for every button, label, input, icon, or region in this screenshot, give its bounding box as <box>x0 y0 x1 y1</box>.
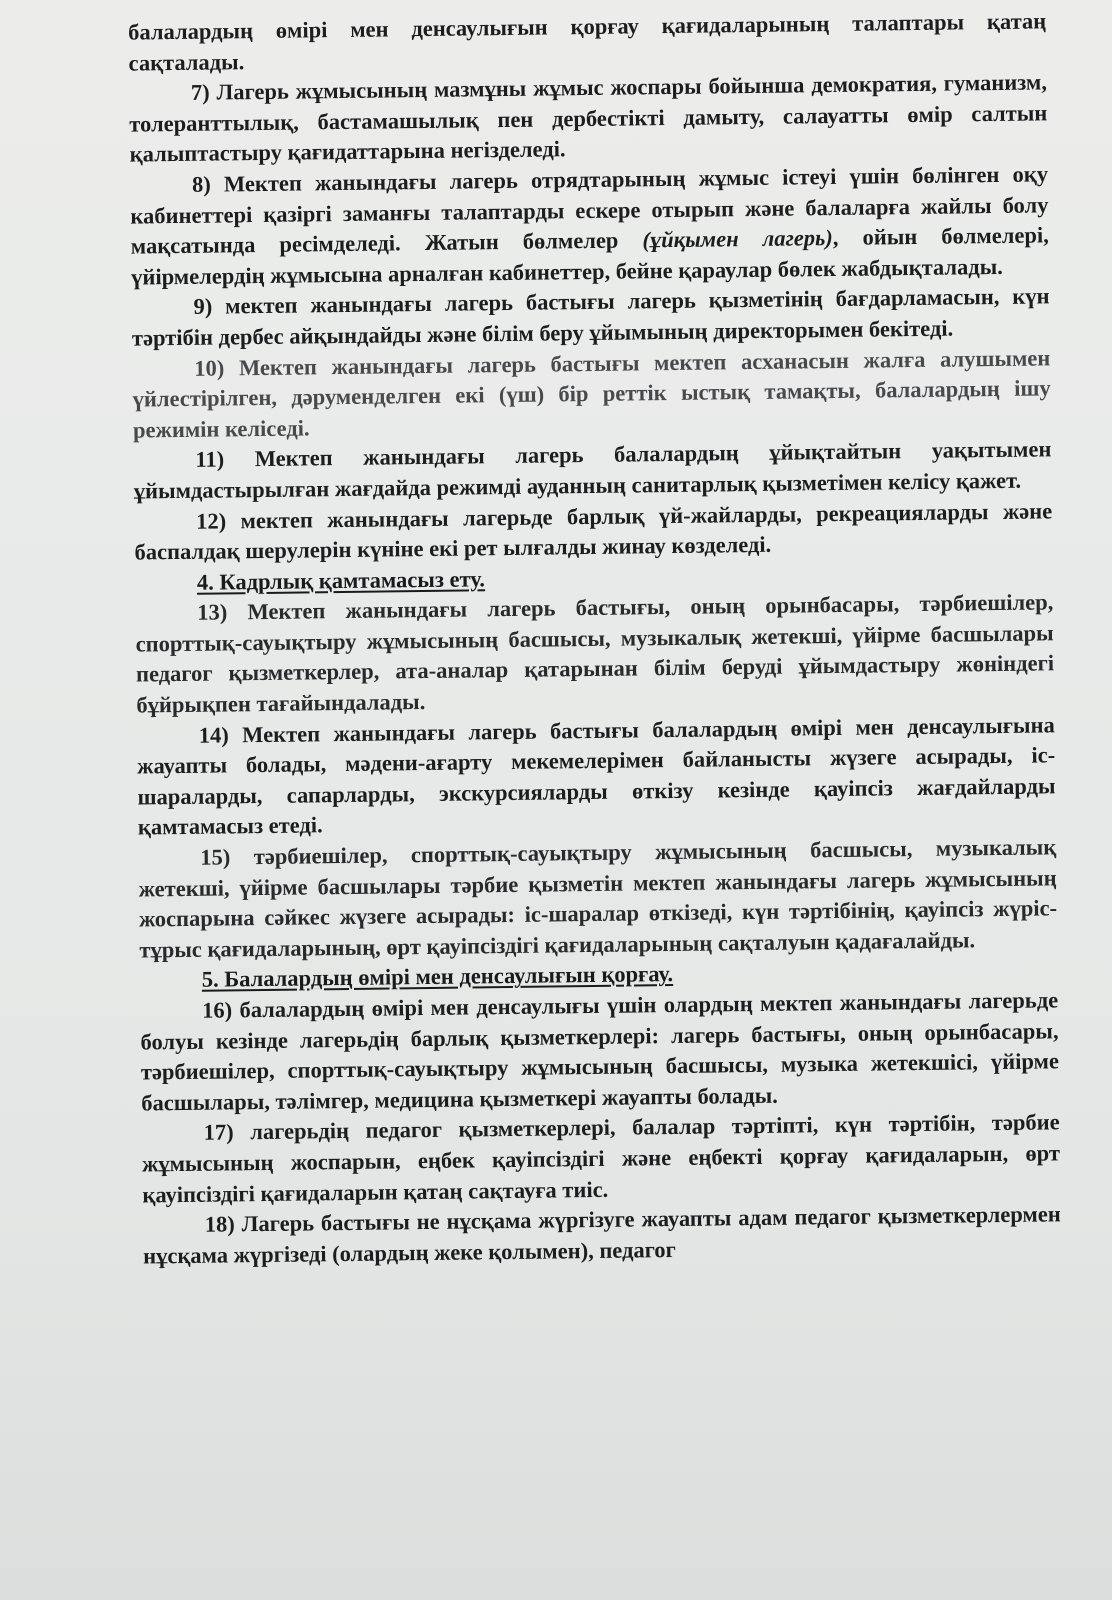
paragraph-8 <box>130 159 1049 293</box>
paragraph-13: 13) Мектеп жанындағы лагерь бастығы, оның орынбасары, тәрбиешілер, спорттық-сауықтыру жұмысының басшысы, музыкалық жетекші, үйірме басшылары педагог қызметкерлер, ата-аналар қатарынан білім беруді ұйымдастыру жөніндегі бұйрықпен тағайындалады. <box>135 589 1055 718</box>
paragraph-10: 10) Мектеп жанындағы лагерь бастығы мектеп асханасын жалға алушымен үйлестірілген, дәруменделген екі (үш) бір реттік ыстық тамақты, балалардың ішу режимін келіседі. <box>132 344 1051 443</box>
section-4-heading: 4. Кадрлық қамтамасыз ету. <box>196 565 486 595</box>
paragraph-12: 12) мектеп жанындағы лагерьде барлық үй-жайларды, рекреацияларды және баспалдақ шерулерін күніне екі рет ылғалды жинау көзделеді. <box>134 497 1053 565</box>
paragraph-8-part-b: , ойын бөлмелері, үйірмелердің жұмысына арналған кабинеттер, бейне қараулар бөлек жабдықталады. <box>131 222 1049 290</box>
paragraph-7: 7) Лагерь жұмысының мазмұны жұмыс жоспары бойынша демократия, гуманизм, толеранттылық, бастамашылық пен дербестікті дамыту, салауатты өмір салтын қалыптастыру қағидаттарына негізделеді. <box>129 69 1048 167</box>
paragraph-14: 14) Мектеп жанындағы лагерь бастығы балалардың өмірі мен денсаулығына жауапты болады, мәдени-ағарту мекемелерімен байланысты жүзеге асырады, іс-шараларды, сапарларды, экскурсияларды өткізу кезінде қауіпсіз жағдайларды қамтамасыз етеді. <box>137 711 1056 840</box>
paragraph-17: 17) лагерьдің педагог қызметкерлері, балалар тәртіпті, күн тәртібін, тәрбие жұмысының жоспарын, еңбек қауіпсіздігі және еңбекті қорғау қағидаларын, өрт қауіпсіздігі қағидаларын қатаң сақтауға тиіс. <box>141 1109 1061 1208</box>
paragraph-8-italic: (ұйқымен лагерь) <box>642 225 833 253</box>
paragraph-18: 18) Лагерь бастығы не нұсқама жүргізуге жауапты адам педагог қызметкерлермен нұсқама жүргізеді (олардың жеке қолымен), педагог <box>143 1201 1061 1269</box>
document-sheet <box>128 6 1061 1271</box>
paragraph-intro: балалардың өмірі мен денсаулығын қорғау қағидаларының талаптары қатаң сақталады. <box>128 8 1047 76</box>
paragraph-9: 9) мектеп жанындағы лагерь бастығы лагерь қызметінің бағдарламасын, күн тәртібін дербес айқындайды және білім беру ұйымының директорымен бекітеді. <box>131 283 1050 351</box>
paragraph-8-part-a: 8) Мектеп жанындағы лагерь отрядтарының жұмыс істеуі үшін бөлінген оқу кабинеттері қазіргі заманғы талаптарды ескере отырып және балаларға жайлы болу мақсатында ресімделеді. Жатын бөлмелер <box>130 161 1049 259</box>
paragraph-15: 15) тәрбиешілер, спорттық-сауықтыру жұмысының басшысы, музыкалық жетекші, үйірме басшылары тәрбие қызметін мектеп жанындағы лагерь жұмысының жоспарына сәйкес жүзеге асырады: іс-шаралар өткізеді, күн тәртібінің, қауіпсіз жүріс-тұрыс қағидаларының, өрт қауіпсіздігі қағидаларының сақталуын қадағалайды. <box>138 834 1058 963</box>
paragraph-11: 11) Мектеп жанындағы лагерь балалардың ұйықтайтын уақытымен ұйымдастырылған жағдайда режимді ауданның санитарлық қызметімен келісу қажет. <box>133 436 1052 504</box>
section-5-heading: 5. Балалардың өмірі мен денсаулығын қорғау. <box>201 961 674 993</box>
paragraph-16: 16) балалардың өмірі мен денсаулығы үшін олардың мектеп жанындағы лагерьде болуы кезінде лагерьдің барлық қызметкерлері: лагерь бастығы, оның орынбасары, тәрбиешілер, спорттық-сауықтыру жұмысының басшысы, музыка жетекшісі, үйірме басшылары, тәлімгер, медицина қызметкері жауапты болады. <box>140 987 1060 1116</box>
